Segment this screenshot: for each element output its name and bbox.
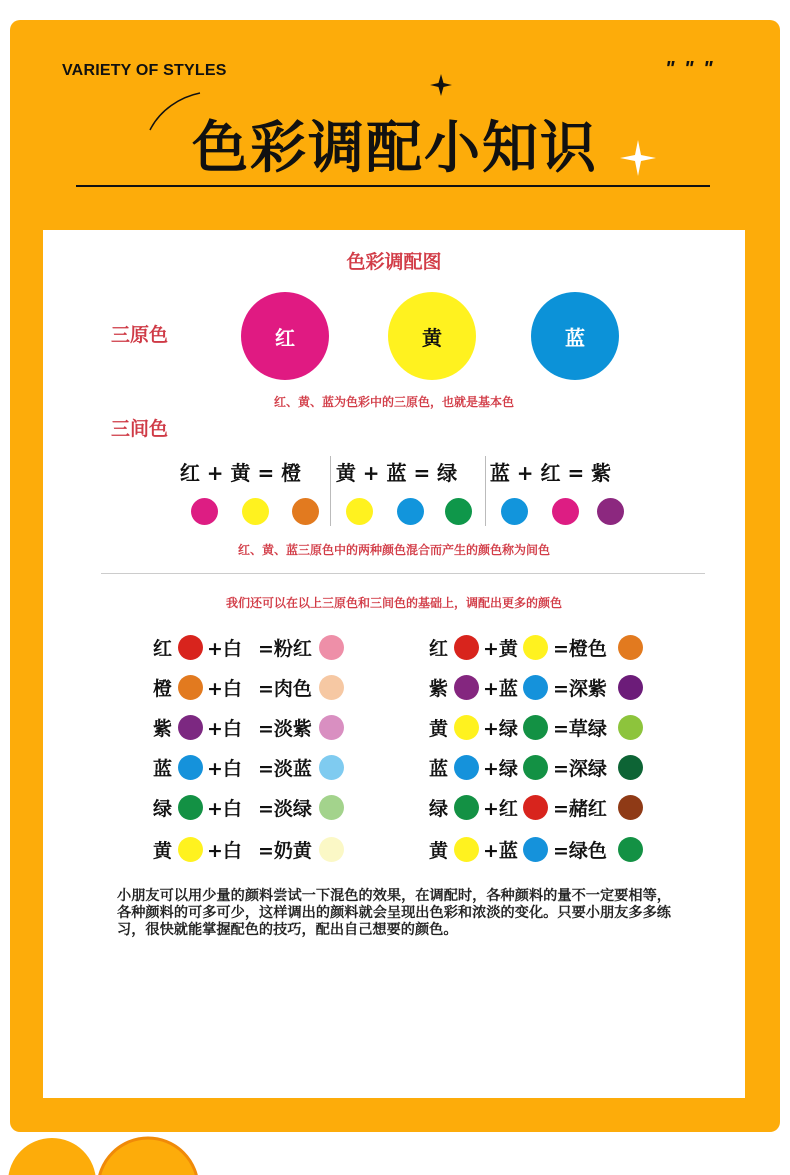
mix-left-swatch-result xyxy=(319,795,344,820)
mix-left-add-white: +白 xyxy=(207,678,242,700)
mix-right-color-b: +蓝 xyxy=(483,840,518,862)
secondary-dot xyxy=(191,498,218,525)
secondary-dot xyxy=(292,498,319,525)
bottom-circles-decoration xyxy=(0,1130,230,1175)
mix-right-swatch-a xyxy=(454,675,479,700)
mix-left-swatch-a xyxy=(178,795,203,820)
mix-right-result: =赭红 xyxy=(553,798,607,820)
primary-circle-blue xyxy=(531,292,619,380)
mix-left-swatch-result xyxy=(319,635,344,660)
mix-left-swatch-result xyxy=(319,837,344,862)
primary-circle-blue-label: 蓝 xyxy=(565,325,585,350)
mix-left-add-white: +白 xyxy=(207,840,242,862)
secondary-dot xyxy=(501,498,528,525)
content-panel xyxy=(43,230,745,1098)
mix-right-color-b: +绿 xyxy=(483,718,518,740)
mix-right-result: =深紫 xyxy=(553,678,607,700)
mix-left-color-a: 橙 xyxy=(153,678,173,700)
group-divider-1 xyxy=(330,456,331,526)
mix-left-add-white: +白 xyxy=(207,758,242,780)
mix-left-swatch-a xyxy=(178,755,203,780)
primary-note: 红、黄、蓝为色彩中的三原色，也就是基本色 xyxy=(273,395,514,409)
title-underline xyxy=(76,185,710,187)
secondary-equation-purple: 蓝 + 红 = 紫 xyxy=(489,461,612,485)
secondary-dot xyxy=(242,498,269,525)
tips-paragraph: 小朋友可以用少量的颜料尝试一下混色的效果，在调配时，各种颜料的量不一定要相等，各种颜料的可多可少，这样调出的颜料就会呈现出色彩和浓淡的变化。只要小朋友多多练习，很快就能掌握配色的技巧，配出自己想要的颜色。 xyxy=(117,888,671,938)
mix-right-swatch-a xyxy=(454,635,479,660)
mix-right-color-a: 蓝 xyxy=(429,758,449,780)
mix-right-color-a: 紫 xyxy=(429,678,449,700)
mix-left-result: =奶黄 xyxy=(258,840,312,862)
mix-right-swatch-result xyxy=(618,635,643,660)
mix-right-color-a: 黄 xyxy=(429,718,449,740)
sparkle-small-icon xyxy=(430,74,452,96)
mix-left-color-a: 红 xyxy=(153,638,173,660)
secondary-dot xyxy=(552,498,579,525)
secondary-dot xyxy=(445,498,472,525)
mix-right-result: =橙色 xyxy=(553,638,607,660)
more-colors-note: 我们还可以在以上三原色和三间色的基础上，调配出更多的颜色 xyxy=(225,596,562,610)
mix-left-add-white: +白 xyxy=(207,638,242,660)
primary-circle-yellow xyxy=(388,292,476,380)
mix-right-swatch-result xyxy=(618,715,643,740)
mix-right-swatch-result xyxy=(618,795,643,820)
mix-right-swatch-a xyxy=(454,837,479,862)
mix-right-result: =草绿 xyxy=(553,718,607,740)
page-title: 色彩调配小知识 xyxy=(192,116,598,181)
mix-left-swatch-result xyxy=(319,755,344,780)
mix-left-color-a: 绿 xyxy=(153,798,173,820)
secondary-dot xyxy=(397,498,424,525)
mix-right-color-a: 红 xyxy=(429,638,449,660)
mix-right-color-b: +黄 xyxy=(483,638,518,660)
mix-right-result: =绿色 xyxy=(553,840,607,862)
mix-right-swatch-b xyxy=(523,675,548,700)
mix-right-swatch-a xyxy=(454,755,479,780)
primary-circle-red xyxy=(241,292,329,380)
section-divider xyxy=(101,573,705,574)
mix-right-color-b: +红 xyxy=(483,798,518,820)
mix-right-swatch-b xyxy=(523,635,548,660)
mix-left-result: =淡紫 xyxy=(258,718,312,740)
mix-left-add-white: +白 xyxy=(207,798,242,820)
primary-circle-yellow-label: 黄 xyxy=(422,325,442,350)
secondary-dot xyxy=(346,498,373,525)
mix-left-color-a: 蓝 xyxy=(153,758,173,780)
mix-right-color-b: +绿 xyxy=(483,758,518,780)
secondary-dot xyxy=(597,498,624,525)
mix-left-result: =淡绿 xyxy=(258,798,312,820)
mix-left-color-a: 紫 xyxy=(153,718,173,740)
mix-right-swatch-a xyxy=(454,795,479,820)
mix-left-swatch-a xyxy=(178,837,203,862)
mix-right-swatch-result xyxy=(618,675,643,700)
mix-right-swatch-result xyxy=(618,837,643,862)
secondary-equation-green: 黄 + 蓝 = 绿 xyxy=(335,461,458,485)
mix-right-color-a: 黄 xyxy=(429,840,449,862)
mix-right-result: =深绿 xyxy=(553,758,607,780)
secondary-note: 红、黄、蓝三原色中的两种颜色混合而产生的颜色称为间色 xyxy=(237,543,550,557)
mix-right-swatch-b xyxy=(523,755,548,780)
mix-left-swatch-result xyxy=(319,675,344,700)
quote-marks-decoration: " " " xyxy=(665,58,715,80)
primary-circle-red-label: 红 xyxy=(275,325,295,350)
mix-left-color-a: 黄 xyxy=(153,840,173,862)
mix-left-swatch-a xyxy=(178,635,203,660)
mix-right-swatch-b xyxy=(523,837,548,862)
mix-right-color-a: 绿 xyxy=(429,798,449,820)
mix-left-swatch-result xyxy=(319,715,344,740)
mix-right-swatch-b xyxy=(523,715,548,740)
group-divider-2 xyxy=(485,456,486,526)
primary-colors-label: 三原色 xyxy=(111,324,169,346)
mix-left-swatch-a xyxy=(178,715,203,740)
secondary-colors-label: 三间色 xyxy=(111,418,169,440)
mix-right-swatch-result xyxy=(618,755,643,780)
secondary-equation-orange: 红 + 黄 = 橙 xyxy=(179,461,302,485)
tagline: VARIETY OF STYLES xyxy=(62,62,227,79)
mix-right-swatch-b xyxy=(523,795,548,820)
mix-left-result: =淡蓝 xyxy=(258,758,312,780)
mix-left-result: =肉色 xyxy=(258,678,312,700)
mix-left-swatch-a xyxy=(178,675,203,700)
chart-title: 色彩调配图 xyxy=(346,251,442,273)
mix-right-color-b: +蓝 xyxy=(483,678,518,700)
mix-left-add-white: +白 xyxy=(207,718,242,740)
mix-right-swatch-a xyxy=(454,715,479,740)
mix-left-result: =粉红 xyxy=(258,638,312,660)
